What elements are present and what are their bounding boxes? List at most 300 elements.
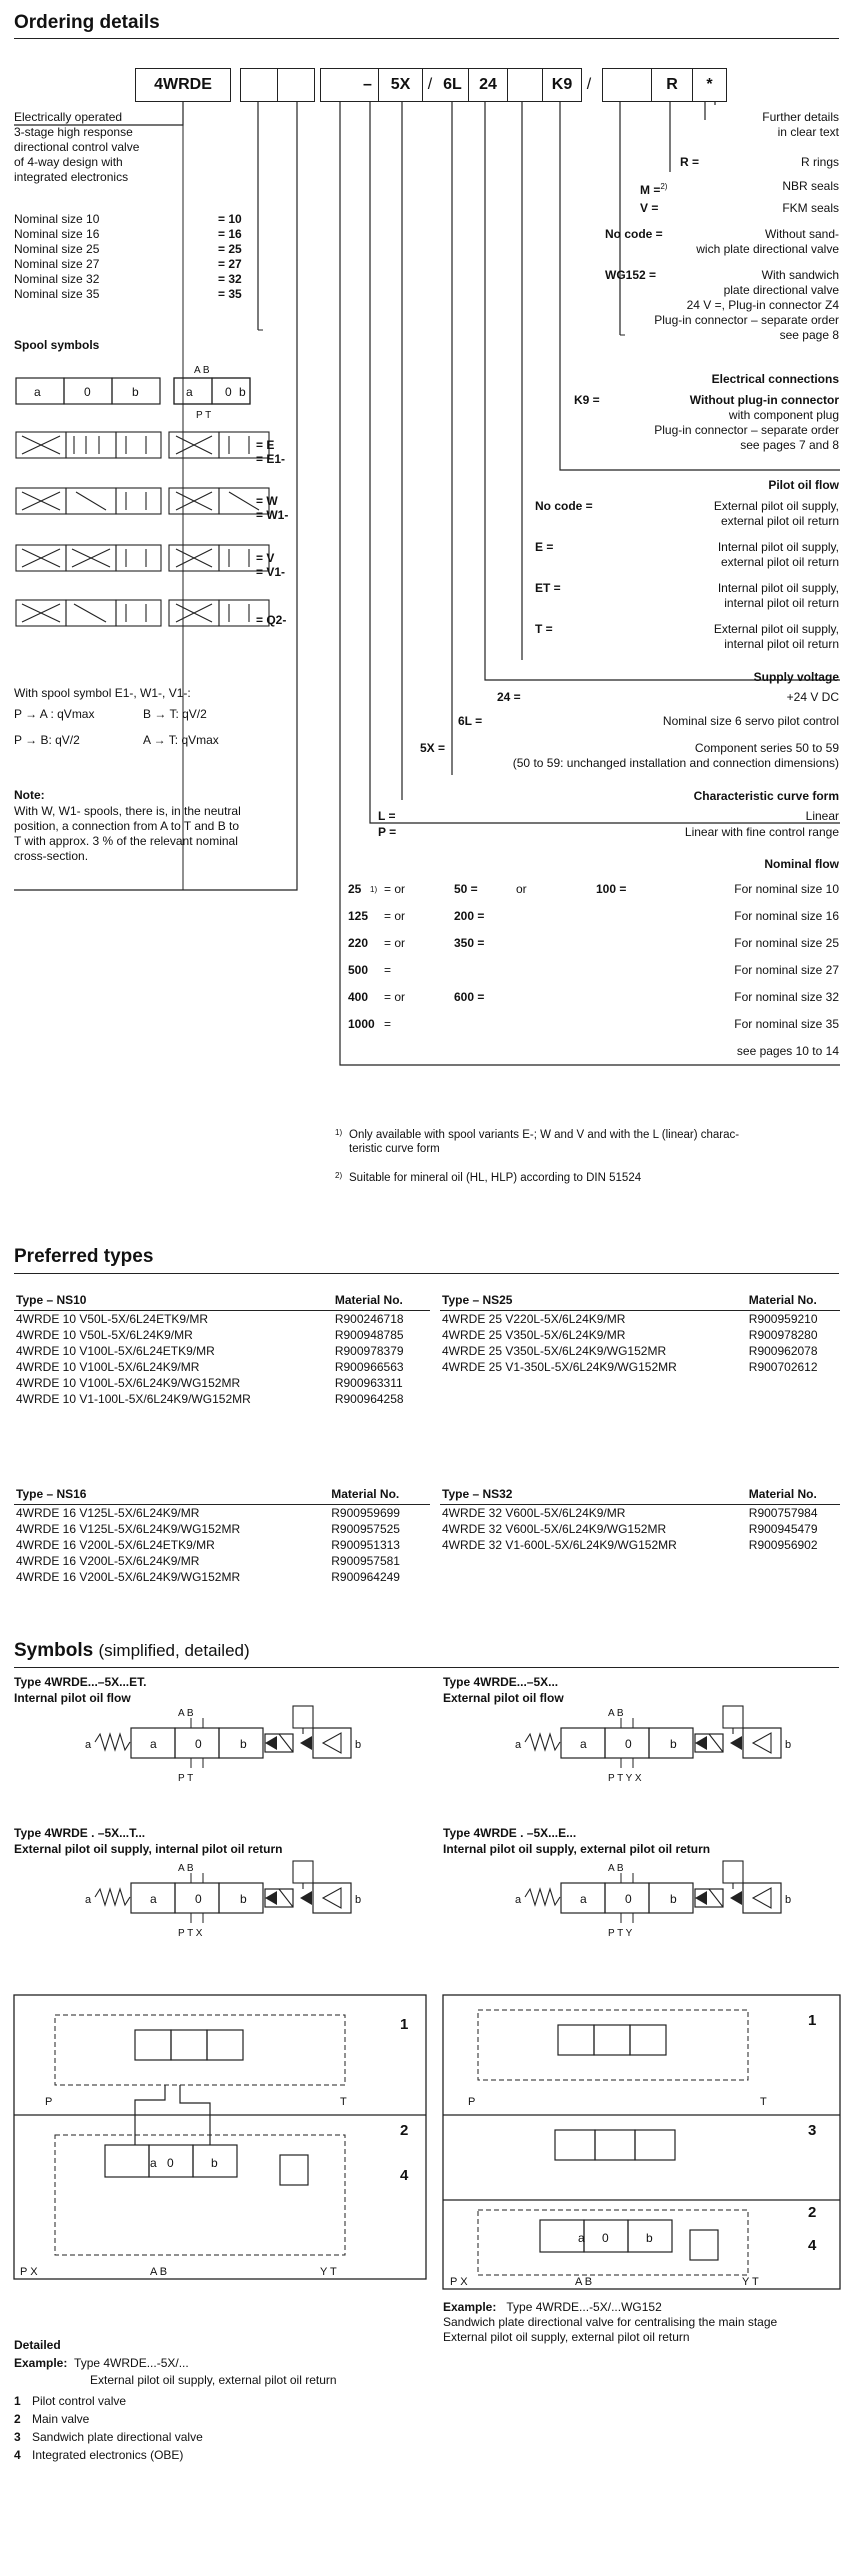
table-header: Material No.: [741, 1484, 840, 1505]
table-row: [14, 1375, 430, 1391]
elec-k9-code: K9 =: [574, 393, 600, 407]
code-box-slash: /: [423, 68, 437, 102]
material-cell: R900963311: [334, 1376, 403, 1390]
pilot-ctrl-text: Nominal size 6 servo pilot control: [662, 714, 839, 728]
pilot-title: Pilot oil flow: [768, 478, 839, 492]
option-line: Internal pilot oil supply,: [717, 581, 839, 595]
svg-text:A B: A B: [194, 365, 210, 376]
type-cell: 4WRDE 16 V200L-5X/6L24K9/MR: [16, 1554, 200, 1568]
table-row: [14, 1359, 430, 1375]
svg-text:0: 0: [195, 1737, 202, 1751]
flow-size-text: For nominal size 27: [734, 963, 839, 977]
sandwich-wg152-text: [654, 268, 839, 343]
svg-text:0: 0: [625, 1737, 632, 1751]
legend-number: 1: [14, 2394, 21, 2408]
flow-table: [348, 882, 839, 1064]
table-header: Material No.: [741, 1290, 840, 1311]
type-cell: 4WRDE 10 V1-100L-5X/6L24K9/WG152MR: [16, 1392, 251, 1406]
type-cell: 4WRDE 25 V350L-5X/6L24K9/MR: [442, 1328, 626, 1342]
nominal-size-label: Nominal size 27: [14, 257, 100, 271]
nominal-size-code: = 32: [218, 272, 242, 286]
type-cell: 4WRDE 16 V200L-5X/6L24ETK9/MR: [16, 1538, 215, 1552]
material-cell: R900956902: [748, 1538, 818, 1552]
material-cell: R900957581: [331, 1554, 400, 1568]
flow-row: [348, 882, 839, 909]
svg-text:A B: A B: [150, 2266, 168, 2278]
svg-text:A B: A B: [178, 1863, 194, 1874]
svg-text:T: T: [340, 2096, 347, 2108]
spool-label-v: = V: [256, 551, 275, 565]
flow-row: [348, 909, 839, 936]
flow-eq: =: [384, 1017, 392, 1031]
material-cell: R900757984: [748, 1506, 818, 1520]
code-box-type: 4WRDE: [135, 68, 231, 102]
example-left: [14, 2356, 189, 2371]
footnote-line: Only available with spool variants E-; W and V and with the L (linear) charac-: [349, 1129, 740, 1141]
table-row: [14, 1505, 430, 1522]
svg-text:a: a: [150, 1892, 157, 1906]
description-line: integrated electronics: [14, 170, 129, 184]
pilot-t-text: [714, 622, 839, 652]
svg-text:A B: A B: [608, 1863, 624, 1874]
svg-text:b: b: [239, 385, 246, 399]
type-cell: 4WRDE 10 V50L-5X/6L24K9/MR: [16, 1328, 193, 1342]
flow-row: [348, 990, 839, 1017]
option-line: With sandwich: [761, 268, 839, 282]
note-line: position, a connection from A to T and B to: [14, 819, 240, 833]
flow-size-text: For nominal size 32: [734, 990, 839, 1004]
svg-text:0: 0: [195, 1892, 202, 1906]
description-line: directional control valve: [14, 140, 140, 154]
option-line: see pages 7 and 8: [740, 438, 839, 452]
title-rule: [14, 1667, 839, 1668]
svg-text:b: b: [785, 1894, 792, 1906]
curve-p-text: Linear with fine control range: [684, 825, 839, 839]
panel-type: Type 4WRDE . –5X...E...: [443, 1826, 577, 1840]
flow-eq: = or: [384, 882, 406, 896]
type-cell: 4WRDE 32 V600L-5X/6L24K9/WG152MR: [442, 1522, 667, 1536]
supply-code: 24 =: [497, 690, 521, 704]
example-text: External pilot oil supply, external pilot oil return: [443, 2330, 690, 2344]
panel-desc: Internal pilot oil flow: [14, 1691, 131, 1705]
example-text: Sandwich plate directional valve for centralising the main stage: [443, 2315, 778, 2329]
spool-label-v1: = V1-: [256, 565, 286, 579]
svg-text:b: b: [240, 1737, 247, 1751]
svg-text:2: 2: [400, 2122, 409, 2139]
series-code: 5X =: [420, 741, 446, 755]
r-rings-code: R =: [680, 155, 700, 169]
spool-symbols-title: Spool symbols: [14, 338, 100, 352]
flow-row: [348, 1017, 839, 1044]
material-cell: R900945479: [748, 1522, 818, 1536]
pilot-t: T =: [535, 622, 553, 636]
table-row: [440, 1359, 840, 1375]
symbols-title-wrap: [14, 1640, 250, 1662]
table-row: [14, 1327, 430, 1343]
spool-flow: P → A : qVmax: [14, 707, 95, 721]
footnote-line: teristic curve form: [349, 1143, 440, 1155]
legend-item: [14, 2410, 203, 2428]
svg-text:0: 0: [167, 2156, 174, 2170]
footnote-mark: 1): [370, 885, 378, 894]
option-line: see page 8: [779, 328, 839, 342]
panel-desc: External pilot oil supply, internal pilot oil return: [14, 1842, 283, 1856]
material-cell: R900246718: [334, 1312, 404, 1326]
type-cell: 4WRDE 25 V350L-5X/6L24K9/WG152MR: [442, 1344, 667, 1358]
footnote-1: [335, 1128, 840, 1156]
svg-text:b: b: [785, 1739, 792, 1751]
panel-type: Type 4WRDE...–5X...: [443, 1675, 559, 1689]
spool-label-q2: = Q2-: [256, 613, 287, 627]
table-row: [440, 1311, 840, 1328]
callout: 1: [400, 2016, 409, 2033]
detailed-title: Detailed: [14, 2338, 61, 2352]
svg-text:4: 4: [808, 2237, 817, 2254]
svg-text:a: a: [150, 2156, 157, 2170]
title-rule: [14, 1273, 839, 1274]
footnote-line: Suitable for mineral oil (HL, HLP) according to DIN 51524: [349, 1172, 642, 1184]
material-cell: R900962078: [748, 1344, 818, 1358]
flow-value: 350 =: [454, 936, 485, 950]
option-line: external pilot oil return: [720, 555, 839, 569]
code-box-24: 24: [468, 68, 508, 102]
table-row: [440, 1505, 840, 1522]
pilot-ctrl-code: 6L =: [458, 714, 483, 728]
flow-or: or: [516, 882, 527, 896]
material-cell: R900978379: [334, 1344, 404, 1358]
spool-flow: P → B: qV/2: [14, 733, 80, 747]
svg-text:a: a: [578, 2231, 585, 2245]
material-cell: R900951313: [331, 1538, 400, 1552]
panel-desc: External pilot oil flow: [443, 1691, 564, 1705]
spool-label-e: = E: [256, 438, 275, 452]
footnote-mark: 2): [660, 182, 668, 191]
note-title: Note:: [14, 788, 45, 802]
svg-text:Y T: Y T: [320, 2266, 337, 2278]
further-details: [762, 110, 839, 140]
svg-text:P: P: [45, 2096, 53, 2108]
svg-text:a: a: [85, 1894, 92, 1906]
spool-flow: A → T: qVmax: [143, 733, 219, 747]
option-line: (50 to 59: unchanged installation and connection dimensions): [512, 756, 839, 770]
flow-value: 25: [348, 882, 362, 896]
panel-desc: Internal pilot oil supply, external pilot oil return: [443, 1842, 711, 1856]
svg-text:2: 2: [808, 2204, 817, 2221]
nominal-size-label: Nominal size 35: [14, 287, 100, 301]
type-cell: 4WRDE 32 V600L-5X/6L24K9/MR: [442, 1506, 626, 1520]
material-cell: R900959699: [331, 1506, 400, 1520]
note-line: T with approx. 3 % of the relevant nominal: [14, 834, 238, 848]
option-line: Internal pilot oil supply,: [717, 540, 839, 554]
svg-text:P X: P X: [450, 2276, 468, 2288]
material-cell: R900964258: [334, 1392, 404, 1406]
svg-text:0: 0: [225, 385, 232, 399]
table-row: [14, 1569, 430, 1585]
table-header: Type – NS16: [14, 1484, 323, 1505]
table-row: [440, 1521, 840, 1537]
code-box-dash: –: [357, 68, 379, 102]
svg-text:b: b: [646, 2231, 653, 2245]
pilot-et: ET =: [535, 581, 561, 595]
material-cell: R900964249: [331, 1570, 400, 1584]
legend-number: 2: [14, 2412, 21, 2426]
svg-text:a: a: [515, 1894, 522, 1906]
flow-value: 400: [348, 990, 369, 1004]
elec-title: Electrical connections: [711, 372, 839, 386]
nominal-size-code: = 35: [218, 287, 242, 301]
spool-symbols-diagram: [14, 360, 287, 660]
svg-text:b: b: [211, 2156, 218, 2170]
code-box-6l: 6L: [437, 68, 469, 102]
flow-value: 600 =: [454, 990, 485, 1004]
svg-text:P T Y X: P T Y X: [608, 1773, 642, 1784]
supply-text: +24 V DC: [786, 690, 839, 704]
material-cell: R900978280: [748, 1328, 818, 1342]
example-text: Type 4WRDE...-5X/...: [74, 2356, 189, 2370]
table-ns32: [440, 1484, 840, 1553]
option-line: Plug-in connector – separate order: [654, 313, 839, 327]
material-cell: R900948785: [334, 1328, 404, 1342]
spool-cell-a: a: [34, 385, 41, 399]
legend-item: [14, 2392, 203, 2410]
description-line: Electrically operated: [14, 110, 123, 124]
svg-text:A B: A B: [575, 2276, 593, 2288]
spool-note-lead: With spool symbol E1-, W1-, V1-:: [14, 686, 191, 700]
table-header: Material No.: [327, 1290, 430, 1311]
elec-k9-text: [654, 393, 839, 453]
svg-text:P: P: [468, 2096, 476, 2108]
code-box-slash: /: [582, 68, 596, 102]
table-ns10: [14, 1290, 430, 1407]
svg-text:b: b: [132, 385, 139, 399]
nominal-size-label: Nominal size 25: [14, 242, 100, 256]
footnote-mark: 1): [335, 1128, 343, 1137]
note-text: [14, 804, 299, 864]
svg-text:a: a: [85, 1739, 92, 1751]
type-cell: 4WRDE 16 V125L-5X/6L24K9/MR: [16, 1506, 200, 1520]
sandwich-wg152: WG152 =: [605, 268, 657, 282]
svg-text:b: b: [240, 1892, 247, 1906]
svg-text:b: b: [670, 1892, 677, 1906]
svg-text:a: a: [515, 1739, 522, 1751]
material-cell: R900966563: [334, 1360, 404, 1374]
panel-type: Type 4WRDE...–5X...ET.: [14, 1675, 147, 1689]
type-cell: 4WRDE 10 V100L-5X/6L24ETK9/MR: [16, 1344, 215, 1358]
type-cell: 4WRDE 16 V125L-5X/6L24K9/WG152MR: [16, 1522, 241, 1536]
supply-title: Supply voltage: [753, 670, 839, 684]
svg-text:a: a: [186, 385, 193, 399]
table-header: Type – NS10: [14, 1290, 327, 1311]
type-cell: 4WRDE 10 V100L-5X/6L24K9/MR: [16, 1360, 200, 1374]
curve-title: Characteristic curve form: [693, 789, 839, 803]
table-header: Type – NS25: [440, 1290, 741, 1311]
flow-size-text: For nominal size 10: [734, 882, 839, 896]
nominal-size-label: Nominal size 32: [14, 272, 100, 286]
spool-label-w1: = W1-: [256, 508, 289, 522]
flow-value: 220: [348, 936, 369, 950]
svg-text:a: a: [580, 1737, 587, 1751]
legend-text: Integrated electronics (OBE): [32, 2448, 184, 2462]
pilot-nocode: No code =: [535, 499, 593, 513]
note-line: With W, W1- spools, there is, in the neutral: [14, 804, 241, 818]
nominal-size-code: = 10: [218, 212, 242, 226]
code-box-series: 5X: [379, 68, 423, 102]
flow-see-pages: see pages 10 to 14: [736, 1044, 839, 1058]
code-box-r: R: [651, 68, 693, 102]
svg-text:P T X: P T X: [178, 1928, 203, 1939]
option-line: external pilot oil return: [720, 514, 839, 528]
code-box-star: *: [692, 68, 727, 102]
flow-value: 50 =: [454, 882, 478, 896]
flow-eq: = or: [384, 936, 406, 950]
flow-size-text: For nominal size 35: [734, 1017, 839, 1031]
symbols-title: Symbols: [14, 1640, 94, 1661]
legend-text: Pilot control valve: [32, 2394, 127, 2408]
table-row: [14, 1343, 430, 1359]
nominal-size-code: = 27: [218, 257, 242, 271]
table-row: [440, 1537, 840, 1553]
table-row: [14, 1311, 430, 1328]
flow-value: 1000: [348, 1017, 375, 1031]
option-line: internal pilot oil return: [724, 637, 839, 651]
svg-text:0: 0: [84, 385, 91, 399]
seal-m-code: [640, 179, 667, 198]
option-line: Without plug-in connector: [689, 393, 839, 407]
flow-row: [348, 963, 839, 990]
description-line: 3-stage high response: [14, 125, 133, 139]
preferred-title: Preferred types: [14, 1246, 154, 1267]
sandwich-nocode-text: [696, 227, 839, 257]
legend-number: 4: [14, 2448, 21, 2462]
ordering-title: Ordering details: [14, 12, 160, 33]
flow-value: 100 =: [596, 882, 627, 896]
table-row: [440, 1327, 840, 1343]
option-line: Plug-in connector – separate order: [654, 423, 839, 437]
svg-text:b: b: [355, 1739, 362, 1751]
valve-description: [14, 110, 182, 185]
table-row: [14, 1553, 430, 1569]
flow-value: 500: [348, 963, 369, 977]
svg-text:A B: A B: [608, 1708, 624, 1719]
svg-text:A B: A B: [178, 1708, 194, 1719]
r-rings-text: R rings: [800, 155, 839, 169]
svg-text:4: 4: [400, 2167, 409, 2184]
table-row: [14, 1391, 430, 1407]
flow-eq: =: [384, 963, 392, 977]
flow-size-text: For nominal size 16: [734, 909, 839, 923]
footnote-2: [335, 1171, 840, 1185]
option-line: internal pilot oil return: [724, 596, 839, 610]
seal-v-text: FKM seals: [782, 201, 839, 215]
spool-label-w: = W: [256, 494, 278, 508]
option-line: Without sand-: [764, 227, 839, 241]
svg-text:a: a: [580, 1892, 587, 1906]
flow-value: 200 =: [454, 909, 485, 923]
type-cell: 4WRDE 16 V200L-5X/6L24K9/WG152MR: [16, 1570, 241, 1584]
spool-cell-a: a: [150, 1737, 157, 1751]
seal-m-text: NBR seals: [782, 179, 839, 193]
type-cell: 4WRDE 32 V1-600L-5X/6L24K9/WG152MR: [442, 1538, 677, 1552]
svg-text:P T: P T: [196, 410, 212, 421]
nominal-size-label: Nominal size 16: [14, 227, 100, 241]
symbols-subtitle: (simplified, detailed): [98, 1641, 250, 1660]
option-line: 24 V =, Plug-in connector Z4: [686, 298, 839, 312]
further-details-line: Further details: [762, 110, 839, 124]
option-line: Component series 50 to 59: [694, 741, 839, 755]
example-left-sub: External pilot oil supply, external pilot oil return: [90, 2373, 337, 2387]
footnote-mark: 2): [335, 1171, 343, 1180]
type-cell: 4WRDE 25 V1-350L-5X/6L24K9/WG152MR: [442, 1360, 677, 1374]
legend-text: Main valve: [32, 2412, 90, 2426]
spool-label-e1: = E1-: [256, 452, 286, 466]
flow-row: [348, 936, 839, 963]
type-cell: 4WRDE 10 V50L-5X/6L24ETK9/MR: [16, 1312, 209, 1326]
example-right: [443, 2300, 843, 2345]
simplified-symbols: [0, 1700, 853, 1990]
pilot-e-text: [718, 540, 839, 570]
table-header: Type – NS32: [440, 1484, 741, 1505]
flow-eq: = or: [384, 909, 406, 923]
option-line: External pilot oil supply,: [713, 622, 839, 636]
curve-p-code: P =: [378, 825, 397, 839]
material-cell: R900702612: [748, 1360, 818, 1374]
table-row: [14, 1521, 430, 1537]
material-cell: R900957525: [331, 1522, 400, 1536]
table-ns25: [440, 1290, 840, 1375]
table-row: [440, 1343, 840, 1359]
flow-size-text: For nominal size 25: [734, 936, 839, 950]
nominal-size-label: Nominal size 10: [14, 212, 100, 226]
svg-text:T: T: [760, 2096, 767, 2108]
table-header: Material No.: [323, 1484, 430, 1505]
series-text: [513, 741, 839, 771]
svg-text:b: b: [670, 1737, 677, 1751]
svg-text:P X: P X: [20, 2266, 38, 2278]
legend-item: [14, 2446, 203, 2464]
svg-text:1: 1: [808, 2012, 817, 2029]
legend-text: Sandwich plate directional valve: [32, 2430, 203, 2444]
note-line: cross-section.: [14, 849, 89, 863]
detailed-diagrams: [0, 1985, 853, 2315]
flow-eq: = or: [384, 990, 406, 1004]
svg-text:3: 3: [808, 2122, 817, 2139]
table-row: [14, 1537, 430, 1553]
option-line: with component plug: [728, 408, 839, 422]
option-line: plate directional valve: [723, 283, 839, 297]
further-details-line: in clear text: [777, 125, 839, 139]
legend-list: [14, 2392, 203, 2464]
type-cell: 4WRDE 25 V220L-5X/6L24K9/MR: [442, 1312, 626, 1326]
pilot-et-text: [718, 581, 839, 611]
curve-l-code: L =: [378, 809, 396, 823]
svg-text:b: b: [355, 1894, 362, 1906]
option-line: External pilot oil supply,: [713, 499, 839, 513]
spool-flow: B → T: qV/2: [143, 707, 207, 721]
pilot-nocode-text: [714, 499, 839, 529]
nominal-size-code: = 25: [218, 242, 242, 256]
material-cell: R900959210: [748, 1312, 818, 1326]
example-text: Type 4WRDE...-5X/...WG152: [506, 2300, 662, 2314]
seal-v-code: V =: [640, 201, 659, 215]
flow-value: 125: [348, 909, 369, 923]
panel-type: Type 4WRDE . –5X...T...: [14, 1826, 146, 1840]
legend-number: 3: [14, 2430, 21, 2444]
curve-l-text: Linear: [805, 809, 839, 823]
svg-text:P T: P T: [178, 1773, 194, 1784]
nominal-size-list: [14, 212, 254, 302]
type-cell: 4WRDE 10 V100L-5X/6L24K9/WG152MR: [16, 1376, 241, 1390]
table-ns16: [14, 1484, 430, 1585]
